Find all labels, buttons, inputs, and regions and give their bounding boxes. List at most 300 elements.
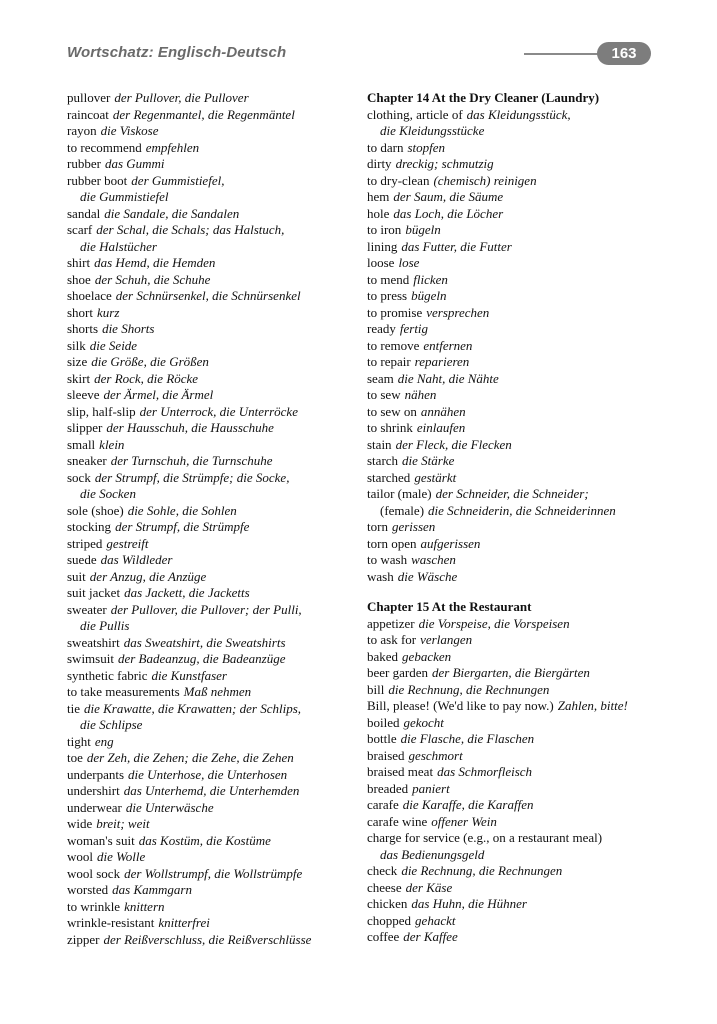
english-term: to dry-clean: [367, 172, 430, 188]
english-term: pullover: [67, 90, 111, 105]
german-translation: der Schuh, die Schuhe: [94, 271, 211, 287]
german-translation: empfehlen: [145, 139, 200, 155]
german-translation: der Pullover, die Pullover; der Pulli,: [110, 601, 302, 617]
english-term: size: [67, 354, 88, 369]
english-term: striped: [67, 535, 103, 551]
english-term: wool: [67, 849, 93, 864]
english-term: wash: [367, 568, 394, 584]
english-term: tailor (male): [367, 486, 432, 501]
vocab-entry: [67, 536, 357, 553]
german-translation: der Wollstrumpf, die Wollstrümpfe: [124, 865, 303, 881]
german-translation: knittern: [124, 898, 165, 914]
english-term: to recommend: [67, 139, 142, 155]
german-translation: der Regenmantel, die Regenmäntel: [112, 106, 295, 122]
chapter-14-entries: [367, 107, 667, 586]
vocab-entry: [367, 222, 667, 239]
english-term: to press: [367, 288, 408, 303]
vocab-entry: [367, 255, 667, 272]
german-translation: der Strumpf, die Strümpfe; die Socke,: [94, 469, 290, 485]
vocab-entry: [67, 404, 357, 421]
english-term: sock: [67, 469, 91, 485]
vocab-entry: [367, 830, 667, 847]
vocab-entry: [367, 896, 667, 913]
vocab-entry: [367, 665, 667, 682]
english-term: to wrinkle: [67, 898, 121, 914]
vocab-entry: [67, 684, 357, 701]
german-translation: geschmort: [408, 747, 463, 763]
english-term: dirty: [367, 156, 392, 171]
vocab-entry-continuation: [67, 239, 357, 256]
german-translation: knitterfrei: [158, 915, 210, 930]
german-translation-continued: das Bedienungsgeld: [380, 846, 485, 862]
english-term: carafe: [367, 797, 399, 812]
german-translation: (chemisch) reinigen: [433, 172, 537, 188]
german-translation: das Huhn, die Hühner: [411, 896, 527, 911]
english-term: Bill, please! (We'd like to pay now.): [367, 698, 554, 713]
vocab-entry: [67, 932, 357, 949]
english-term: seam: [367, 370, 394, 386]
vocab-entry: [367, 748, 667, 765]
vocab-entry: [67, 519, 357, 536]
english-term: to take measurements: [67, 684, 180, 699]
vocab-entry: [67, 90, 357, 107]
german-translation: einlaufen: [416, 420, 466, 435]
english-term: carafe wine: [367, 813, 428, 829]
english-term: sneaker: [67, 453, 107, 468]
english-term: torn open: [367, 535, 417, 551]
vocab-entry: [67, 371, 357, 388]
vocab-entry: [367, 189, 667, 206]
english-term: rubber boot: [67, 172, 128, 188]
english-term: suede: [67, 552, 97, 567]
vocab-entry: [67, 173, 357, 190]
vocab-entry: [67, 800, 357, 817]
vocab-entry-continuation: [67, 717, 357, 734]
german-translation: das Jackett, die Jacketts: [124, 585, 250, 600]
english-term: underwear: [67, 799, 122, 815]
english-term: skirt: [67, 370, 91, 386]
vocab-entry: [367, 173, 667, 190]
vocab-entry: [67, 602, 357, 619]
german-translation: das Futter, die Futter: [401, 238, 512, 254]
german-translation: der Schnürsenkel, die Schnürsenkel: [115, 288, 301, 303]
vocab-entry-continuation: [67, 618, 357, 635]
german-translation: die Rechnung, die Rechnungen: [388, 681, 550, 697]
german-translation: der Reißverschluss, die Reißverschlüsse: [103, 931, 312, 947]
german-translation: der Unterrock, die Unterröcke: [139, 403, 298, 419]
german-translation: gebacken: [402, 648, 452, 664]
english-term: rubber: [67, 156, 101, 171]
english-term: to shrink: [367, 420, 413, 435]
german-translation: die Viskose: [100, 123, 159, 138]
english-term: hole: [367, 205, 390, 221]
english-term: baked: [367, 648, 399, 664]
english-term: zipper: [67, 931, 100, 947]
german-translation: fertig: [399, 321, 429, 336]
english-term: suit jacket: [67, 585, 121, 600]
german-translation: das Kammgarn: [112, 882, 192, 897]
vocab-entry: [367, 470, 667, 487]
english-term: starched: [367, 469, 411, 485]
vocab-entry: [367, 272, 667, 289]
vocab-entry: [367, 764, 667, 781]
german-translation: lose: [398, 255, 420, 270]
english-term: hem: [367, 189, 390, 204]
english-term: to remove: [367, 337, 420, 353]
vocab-entry: [67, 503, 357, 520]
vocab-entry-continuation: [367, 503, 667, 520]
german-translation: stopfen: [407, 139, 446, 155]
vocab-entry: [367, 731, 667, 748]
vocab-entry: [367, 781, 667, 798]
vocab-entry: [67, 767, 357, 784]
german-translation: Maß nehmen: [183, 684, 252, 699]
german-translation: das Schmorfleisch: [437, 764, 533, 779]
chapter-14-heading: Chapter 14 At the Dry Cleaner (Laundry): [367, 90, 600, 105]
vocab-entry: [367, 519, 667, 536]
german-translation: die Karaffe, die Karaffen: [402, 797, 534, 812]
german-translation: paniert: [412, 780, 450, 796]
vocab-entry: [67, 272, 357, 289]
german-translation: das Sweatshirt, die Sweatshirts: [123, 634, 286, 650]
vocab-entry: [67, 470, 357, 487]
english-term: shirt: [67, 255, 91, 270]
german-translation: eng: [94, 733, 114, 749]
vocab-entry: [367, 354, 667, 371]
right-column: [367, 90, 667, 946]
german-translation-continued: die Schlipse: [80, 717, 143, 732]
english-term: bottle: [367, 731, 397, 746]
german-translation: gehackt: [415, 912, 456, 928]
vocab-entry: [67, 107, 357, 124]
english-term: to promise: [367, 304, 423, 320]
english-term: sweater: [67, 601, 107, 617]
english-term: shoelace: [67, 288, 112, 303]
vocab-entry: [67, 420, 357, 437]
german-translation: die Krawatte, die Krawatten; der Schlips,: [84, 700, 302, 716]
vocab-entry: [67, 354, 357, 371]
vocab-entry: [367, 649, 667, 666]
vocab-entry: [367, 797, 667, 814]
vocab-entry: [367, 682, 667, 699]
english-term: clothing, article of: [367, 106, 463, 122]
vocab-entry: [367, 569, 667, 586]
vocab-entry: [67, 387, 357, 404]
english-term: appetizer: [367, 615, 415, 631]
english-term: wrinkle-resistant: [67, 915, 155, 930]
german-translation: aufgerissen: [420, 535, 481, 551]
english-term: braised meat: [367, 764, 434, 779]
german-translation: entfernen: [423, 337, 473, 353]
page-number: 163: [597, 42, 651, 65]
english-term: sandal: [67, 205, 101, 221]
vocab-entry: [67, 866, 357, 883]
english-term: shoe: [67, 271, 91, 287]
english-term: beer garden: [367, 665, 428, 680]
english-term: bill: [367, 681, 385, 697]
english-term: boiled: [367, 714, 400, 730]
german-translation: die Vorspeise, die Vorspeisen: [418, 615, 570, 631]
vocab-entry: [67, 321, 357, 338]
vocab-entry: [367, 404, 667, 421]
english-term: to darn: [367, 139, 404, 155]
german-translation: nähen: [404, 387, 437, 402]
vocab-entry: [67, 206, 357, 223]
vocab-entry: [67, 899, 357, 916]
german-translation: die Kunstfaser: [151, 667, 227, 683]
vocab-entry: [367, 156, 667, 173]
english-term: slip, half-slip: [67, 403, 136, 419]
vocab-entry: [367, 239, 667, 256]
vocab-entry: [367, 321, 667, 338]
vocab-entry: [367, 698, 667, 715]
vocab-entry: [67, 255, 357, 272]
english-term: wool sock: [67, 865, 121, 881]
vocab-entry: [67, 668, 357, 685]
vocab-entry: [67, 701, 357, 718]
vocab-entry: [367, 140, 667, 157]
english-term: tight: [67, 733, 91, 749]
vocab-entry-continuation: [367, 847, 667, 864]
vocab-entry: [367, 929, 667, 946]
german-translation: der Turnschuh, die Turnschuhe: [110, 453, 273, 468]
chapter-15-entries: [367, 616, 667, 946]
vocab-entry: [367, 420, 667, 437]
german-translation: der Schal, die Schals; das Halstuch,: [96, 222, 285, 237]
vocab-entry: [67, 585, 357, 602]
german-translation: der Biergarten, die Biergärten: [432, 665, 590, 680]
german-translation: Zahlen, bitte!: [557, 698, 628, 713]
german-translation: der Rock, die Röcke: [94, 370, 199, 386]
vocab-entry: [67, 156, 357, 173]
german-translation: der Gummistiefel,: [131, 172, 225, 188]
english-term: check: [367, 863, 398, 878]
german-translation: die Unterwäsche: [125, 799, 214, 815]
english-term: to iron: [367, 222, 402, 237]
vocab-entry: [67, 552, 357, 569]
german-translation: das Hemd, die Hemden: [94, 255, 216, 270]
english-term: synthetic fabric: [67, 667, 148, 683]
german-translation: flicken: [413, 271, 448, 287]
english-term: cheese: [367, 879, 402, 895]
german-translation: die Shorts: [102, 321, 155, 336]
english-term: wide: [67, 816, 93, 831]
vocab-entry: [367, 437, 667, 454]
english-term: raincoat: [67, 106, 109, 122]
vocab-entry: [67, 915, 357, 932]
german-translation: breit; weit: [96, 816, 150, 831]
german-translation: gekocht: [403, 714, 444, 730]
vocab-entry: [367, 616, 667, 633]
german-translation: der Zeh, die Zehen; die Zehe, die Zehen: [86, 750, 294, 765]
german-translation: die Wäsche: [397, 568, 458, 584]
german-translation: gerissen: [391, 519, 436, 534]
german-translation: das Kleidungsstück,: [466, 106, 571, 122]
german-translation-continued: die Socken: [80, 486, 136, 501]
vocab-entry: [367, 880, 667, 897]
vocab-entry: [367, 107, 667, 124]
german-translation: der Pullover, die Pullover: [114, 90, 249, 105]
german-translation: der Ärmel, die Ärmel: [103, 387, 214, 402]
german-translation-continued: die Gummistiefel: [80, 189, 169, 204]
german-translation: das Loch, die Löcher: [393, 205, 504, 221]
german-translation: das Wildleder: [100, 552, 173, 567]
english-term: silk: [67, 337, 86, 353]
german-translation: die Größe, die Größen: [91, 354, 209, 369]
german-translation: die Seide: [89, 337, 138, 353]
german-translation: offener Wein: [431, 813, 497, 829]
english-term: coffee: [367, 929, 400, 944]
english-term: sole (shoe): [67, 502, 124, 518]
vocab-entry: [67, 651, 357, 668]
vocab-entry: [367, 913, 667, 930]
german-translation: der Saum, die Säume: [393, 189, 504, 204]
german-translation: waschen: [411, 552, 456, 567]
english-term: lining: [367, 238, 398, 254]
english-term: loose: [367, 255, 395, 270]
english-term: chopped: [367, 912, 412, 928]
english-term: to mend: [367, 271, 410, 287]
german-translation: gestreift: [106, 535, 149, 551]
german-translation: reparieren: [414, 354, 470, 369]
english-term: short: [67, 304, 93, 320]
vocab-entry: [367, 552, 667, 569]
german-translation: die Unterhose, die Unterhosen: [128, 766, 288, 782]
german-translation: die Flasche, die Flaschen: [400, 731, 535, 746]
english-term: worsted: [67, 882, 109, 897]
english-term: breaded: [367, 780, 409, 796]
german-translation: dreckig; schmutzig: [395, 156, 494, 171]
vocab-entry: [367, 715, 667, 732]
german-translation: die Wolle: [97, 849, 146, 864]
german-translation: kurz: [97, 304, 120, 320]
vocab-entry: [67, 437, 357, 454]
english-term: to wash: [367, 552, 408, 567]
german-translation: der Kaffee: [403, 929, 458, 944]
english-term: braised: [367, 747, 405, 763]
vocab-entry: [67, 123, 357, 140]
english-term: to repair: [367, 354, 411, 369]
english-term: underpants: [67, 766, 125, 782]
vocab-entry: [367, 486, 667, 503]
vocab-entry: [367, 371, 667, 388]
vocab-entry-continuation: [67, 189, 357, 206]
vocab-entry: [67, 140, 357, 157]
english-term: to sew: [367, 387, 401, 402]
vocab-entry: [367, 288, 667, 305]
german-translation: gestärkt: [414, 469, 457, 485]
german-translation: der Anzug, die Anzüge: [89, 568, 207, 584]
vocab-entry: [367, 387, 667, 404]
german-translation: bügeln: [405, 222, 441, 237]
left-column: [67, 90, 357, 948]
vocab-entry: [367, 305, 667, 322]
english-term: to ask for: [367, 632, 417, 647]
english-term: undershirt: [67, 783, 120, 798]
german-translation: verlangen: [420, 632, 473, 647]
vocab-entry: [67, 453, 357, 470]
german-translation: die Naht, die Nähte: [397, 370, 499, 386]
vocab-entry: [367, 338, 667, 355]
vocab-entry: [67, 833, 357, 850]
running-header-title: Wortschatz: Englisch-Deutsch: [67, 44, 287, 61]
english-term: stain: [367, 436, 392, 452]
chapter-15-heading: Chapter 15 At the Restaurant: [367, 599, 532, 614]
vocab-entry-continuation: [67, 486, 357, 503]
vocab-entry: [67, 783, 357, 800]
vocab-entry-continuation: [367, 123, 667, 140]
german-translation: bügeln: [411, 288, 447, 303]
vocab-entry: [67, 882, 357, 899]
german-translation: das Gummi: [104, 156, 165, 171]
vocab-entry: [367, 206, 667, 223]
german-translation: der Badeanzug, die Badeanzüge: [117, 651, 286, 666]
english-term: charge for service (e.g., on a restaurant meal): [367, 830, 603, 845]
german-translation: die Stärke: [402, 453, 455, 468]
vocab-entry: [367, 863, 667, 880]
german-translation: die Sohle, die Sohlen: [127, 502, 237, 518]
german-translation-continued: die Schneiderin, die Schneiderinnen: [428, 502, 616, 518]
german-translation: klein: [99, 436, 125, 452]
vocab-entry: [367, 632, 667, 649]
english-term: ready: [367, 321, 396, 336]
german-translation: der Strumpf, die Strümpfe: [115, 519, 250, 534]
vocab-entry: [67, 288, 357, 305]
english-term: suit: [67, 568, 86, 584]
english-term: stocking: [67, 519, 112, 534]
english-term: swimsuit: [67, 651, 114, 666]
english-term: to sew on: [367, 403, 417, 419]
german-translation-continued: die Kleidungsstücke: [380, 123, 485, 138]
german-translation: der Hausschuh, die Hausschuhe: [106, 420, 274, 435]
english-term: rayon: [67, 123, 97, 138]
german-translation: die Sandale, die Sandalen: [104, 205, 240, 221]
german-translation: der Schneider, die Schneider;: [435, 486, 589, 501]
vocab-entry: [67, 816, 357, 833]
english-term: tie: [67, 700, 80, 716]
german-translation: der Fleck, die Flecken: [395, 436, 512, 452]
vocab-entry: [67, 635, 357, 652]
german-translation-continued: die Pullis: [80, 618, 130, 633]
vocab-entry: [67, 305, 357, 322]
english-term: woman's suit: [67, 832, 135, 848]
german-translation: versprechen: [426, 304, 490, 320]
english-term: scarf: [67, 222, 93, 237]
vocab-entry: [67, 222, 357, 239]
english-term: starch: [367, 453, 399, 468]
vocab-entry: [67, 849, 357, 866]
vocab-entry: [67, 734, 357, 751]
german-translation-continued: die Halstücher: [80, 238, 157, 254]
german-translation: das Kostüm, die Kostüme: [138, 832, 271, 848]
english-term: slipper: [67, 420, 103, 435]
vocab-entry: [367, 536, 667, 553]
german-translation: der Käse: [405, 879, 453, 895]
english-term: toe: [67, 750, 83, 765]
english-term: shorts: [67, 321, 99, 336]
vocab-entry: [367, 453, 667, 470]
english-term: torn: [367, 519, 388, 534]
german-translation: das Unterhemd, die Unterhemden: [123, 783, 300, 798]
vocab-entry: [67, 569, 357, 586]
english-term: chicken: [367, 896, 408, 911]
german-translation: annähen: [420, 403, 466, 419]
vocab-entry: [67, 338, 357, 355]
vocab-entry: [367, 814, 667, 831]
english-term: sleeve: [67, 387, 100, 402]
vocab-entry: [67, 750, 357, 767]
english-term: small: [67, 436, 96, 452]
